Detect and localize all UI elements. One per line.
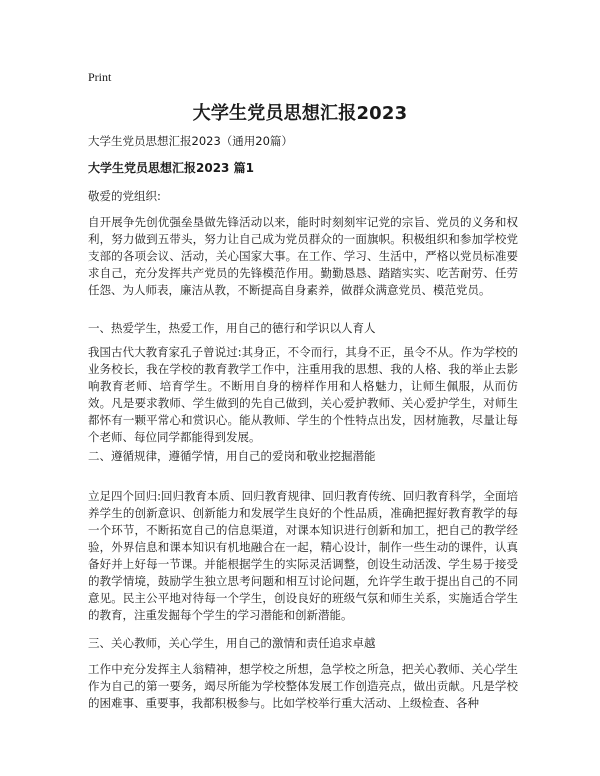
- document-subtitle: 大学生党员思想汇报2023（通用20篇）: [88, 134, 293, 148]
- heading-2: 二、遵循规律，遵循学情，用自己的爱岗和敬业挖掘潜能: [88, 449, 376, 463]
- heading-1: 一、热爱学生，热爱工作，用自己的德行和学识以人育人: [88, 321, 376, 335]
- paragraph-4: 工作中充分发挥主人翁精神，想学校之所想，急学校之所急，把关心教师、关心学生作为自己的第一要务，竭尽所能为学校整体发展工作创造亮点，做出贡献。凡是学校的困难事、重要事，我都积极参与。比如学校举行重大活动、上级检查、各种: [88, 662, 518, 710]
- section-heading: 大学生党员思想汇报2023 篇1: [88, 161, 254, 175]
- paragraph-3: 立足四个回归:回归教育本质、回归教育规律、回归教育传统、回归教育科学，全面培养学生的创新意识、创新能力和发展学生良好的个性品质，准确把握好教育教学的每一个环节，不断拓宽自己的信息渠道，对课本知识进行创新和加工，把自己的教学经验，外界信息和课本知识有机地融合在一起，精心设计，制作一些生动的课件，认真备好并上好每一节课。并能根据学生的实际灵活调整，创设生动活泼、学生易于接受的教学情境，鼓励学生独立思考问题和相互讨论问题，允许学生敢于提出自己的不同意见。民主公平地对待每一个学生，创设良好的班级气氛和师生关系，实施适合学生的教育，注重发掘每个学生的学习潜能和创新潜能。: [88, 489, 518, 622]
- paragraph-1: 自开展争先创优强垒垦做先锋活动以来，能时时刻刻牢记党的宗旨、党员的义务和权利，努力做到五带头，努力让自己成为党员群众的一面旗帜。积极组织和参加学校党支部的各项会议、活动，关心国家大事。在工作、学习、生活中，严格以党员标准要求自己，充分发挥共产党员的先锋模范作用。勤勤恳恳、踏踏实实、吃苦耐劳、任劳任怨、为人师表，廉洁从教，不断提高自身素养，做群众满意党员、模范党员。: [88, 215, 518, 297]
- heading-3: 三、关心教师，关心学生，用自己的激情和责任追求卓越: [88, 636, 376, 650]
- document-title: 大学生党员思想汇报2023: [192, 103, 408, 124]
- salutation: 敬爱的党组织:: [88, 189, 161, 203]
- print-link[interactable]: Print: [88, 70, 112, 84]
- paragraph-2: 我国古代大教育家孔子曾说过:其身正，不令而行，其身不正，虽令不从。作为学校的业务校长，我在学校的教育教学工作中，注重用我的思想、我的人格、我的举止去影响教育老师、培育学生。不断用自身的榜样作用和人格魅力，让师生佩服，从而仿效。凡是要求教师、学生做到的先自己做到，关心爱护教师、关心爱护学生，对师生都怀有一颗平常心和赏识心。能从教师、学生的个性特点出发，因材施教，尽量让每个老师、每位同学都能得到发展。: [88, 345, 518, 444]
